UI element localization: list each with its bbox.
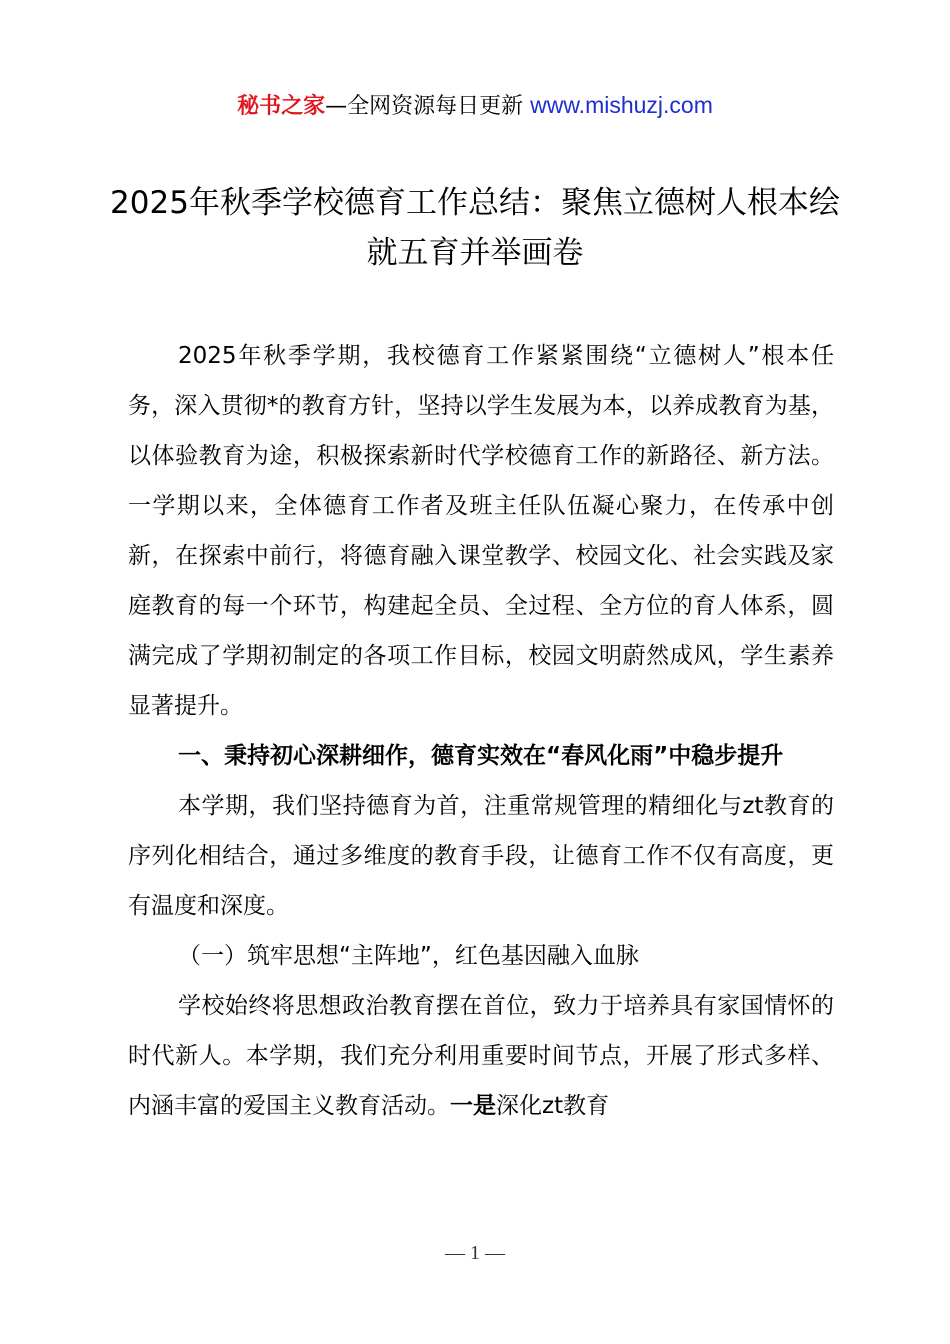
point-marker-bold: 一是 <box>450 1093 496 1119</box>
document-title: 2025年秋季学校德育工作总结：聚焦立德树人根本绘就五育并举画卷 <box>110 185 840 271</box>
intro-paragraph: 2025年秋季学期，我校德育工作紧紧围绕“立德树人”根本任务，深入贯彻*的教育方针，坚持以学生发展为本，以养成教育为基，以体验教育为途，积极探索新时代学校德育工作的新路径、新方法。一学期以来，全体德育工作者及班主任队伍凝心聚力，在传承中创新，在探索中前行，将德育融入课堂教学、校园文化、社会实践及家庭教育的每一个环节，构建起全员、全过程、全方位的育人体系，圆满完成了学期初制定的各项工作目标，校园文明蔚然成风，学生素养显著提升。 <box>128 343 834 719</box>
brand-name: 秘书之家 <box>237 94 326 119</box>
site-banner <box>0 88 950 124</box>
subsection-1-text: 学校始终将思想政治教育摆在首位，致力于培养具有家国情怀的时代新人。本学期，我们充分利用重要时间节点，开展了形式多样、内涵丰富的爱国主义教育活动。 <box>128 993 834 1119</box>
document-body <box>128 331 834 1131</box>
site-url-link[interactable]: www.mishuzj.com <box>530 92 713 118</box>
subsection-heading-1: （一）筑牢思想“主阵地”，红色基因融入血脉 <box>178 943 639 969</box>
point-text: 深化zt教育 <box>496 1093 610 1119</box>
subsection-1-paragraph <box>128 981 834 1131</box>
page-number: — 1 — <box>445 1242 505 1264</box>
section-heading-1: 一、秉持初心深耕细作，德育实效在“春风化雨”中稳步提升 <box>178 743 784 769</box>
section-1-paragraph: 本学期，我们坚持德育为首，注重常规管理的精细化与zt教育的序列化相结合，通过多维度的教育手段，让德育工作不仅有高度，更有温度和深度。 <box>128 793 834 919</box>
banner-tagline: —全网资源每日更新 <box>325 94 531 119</box>
